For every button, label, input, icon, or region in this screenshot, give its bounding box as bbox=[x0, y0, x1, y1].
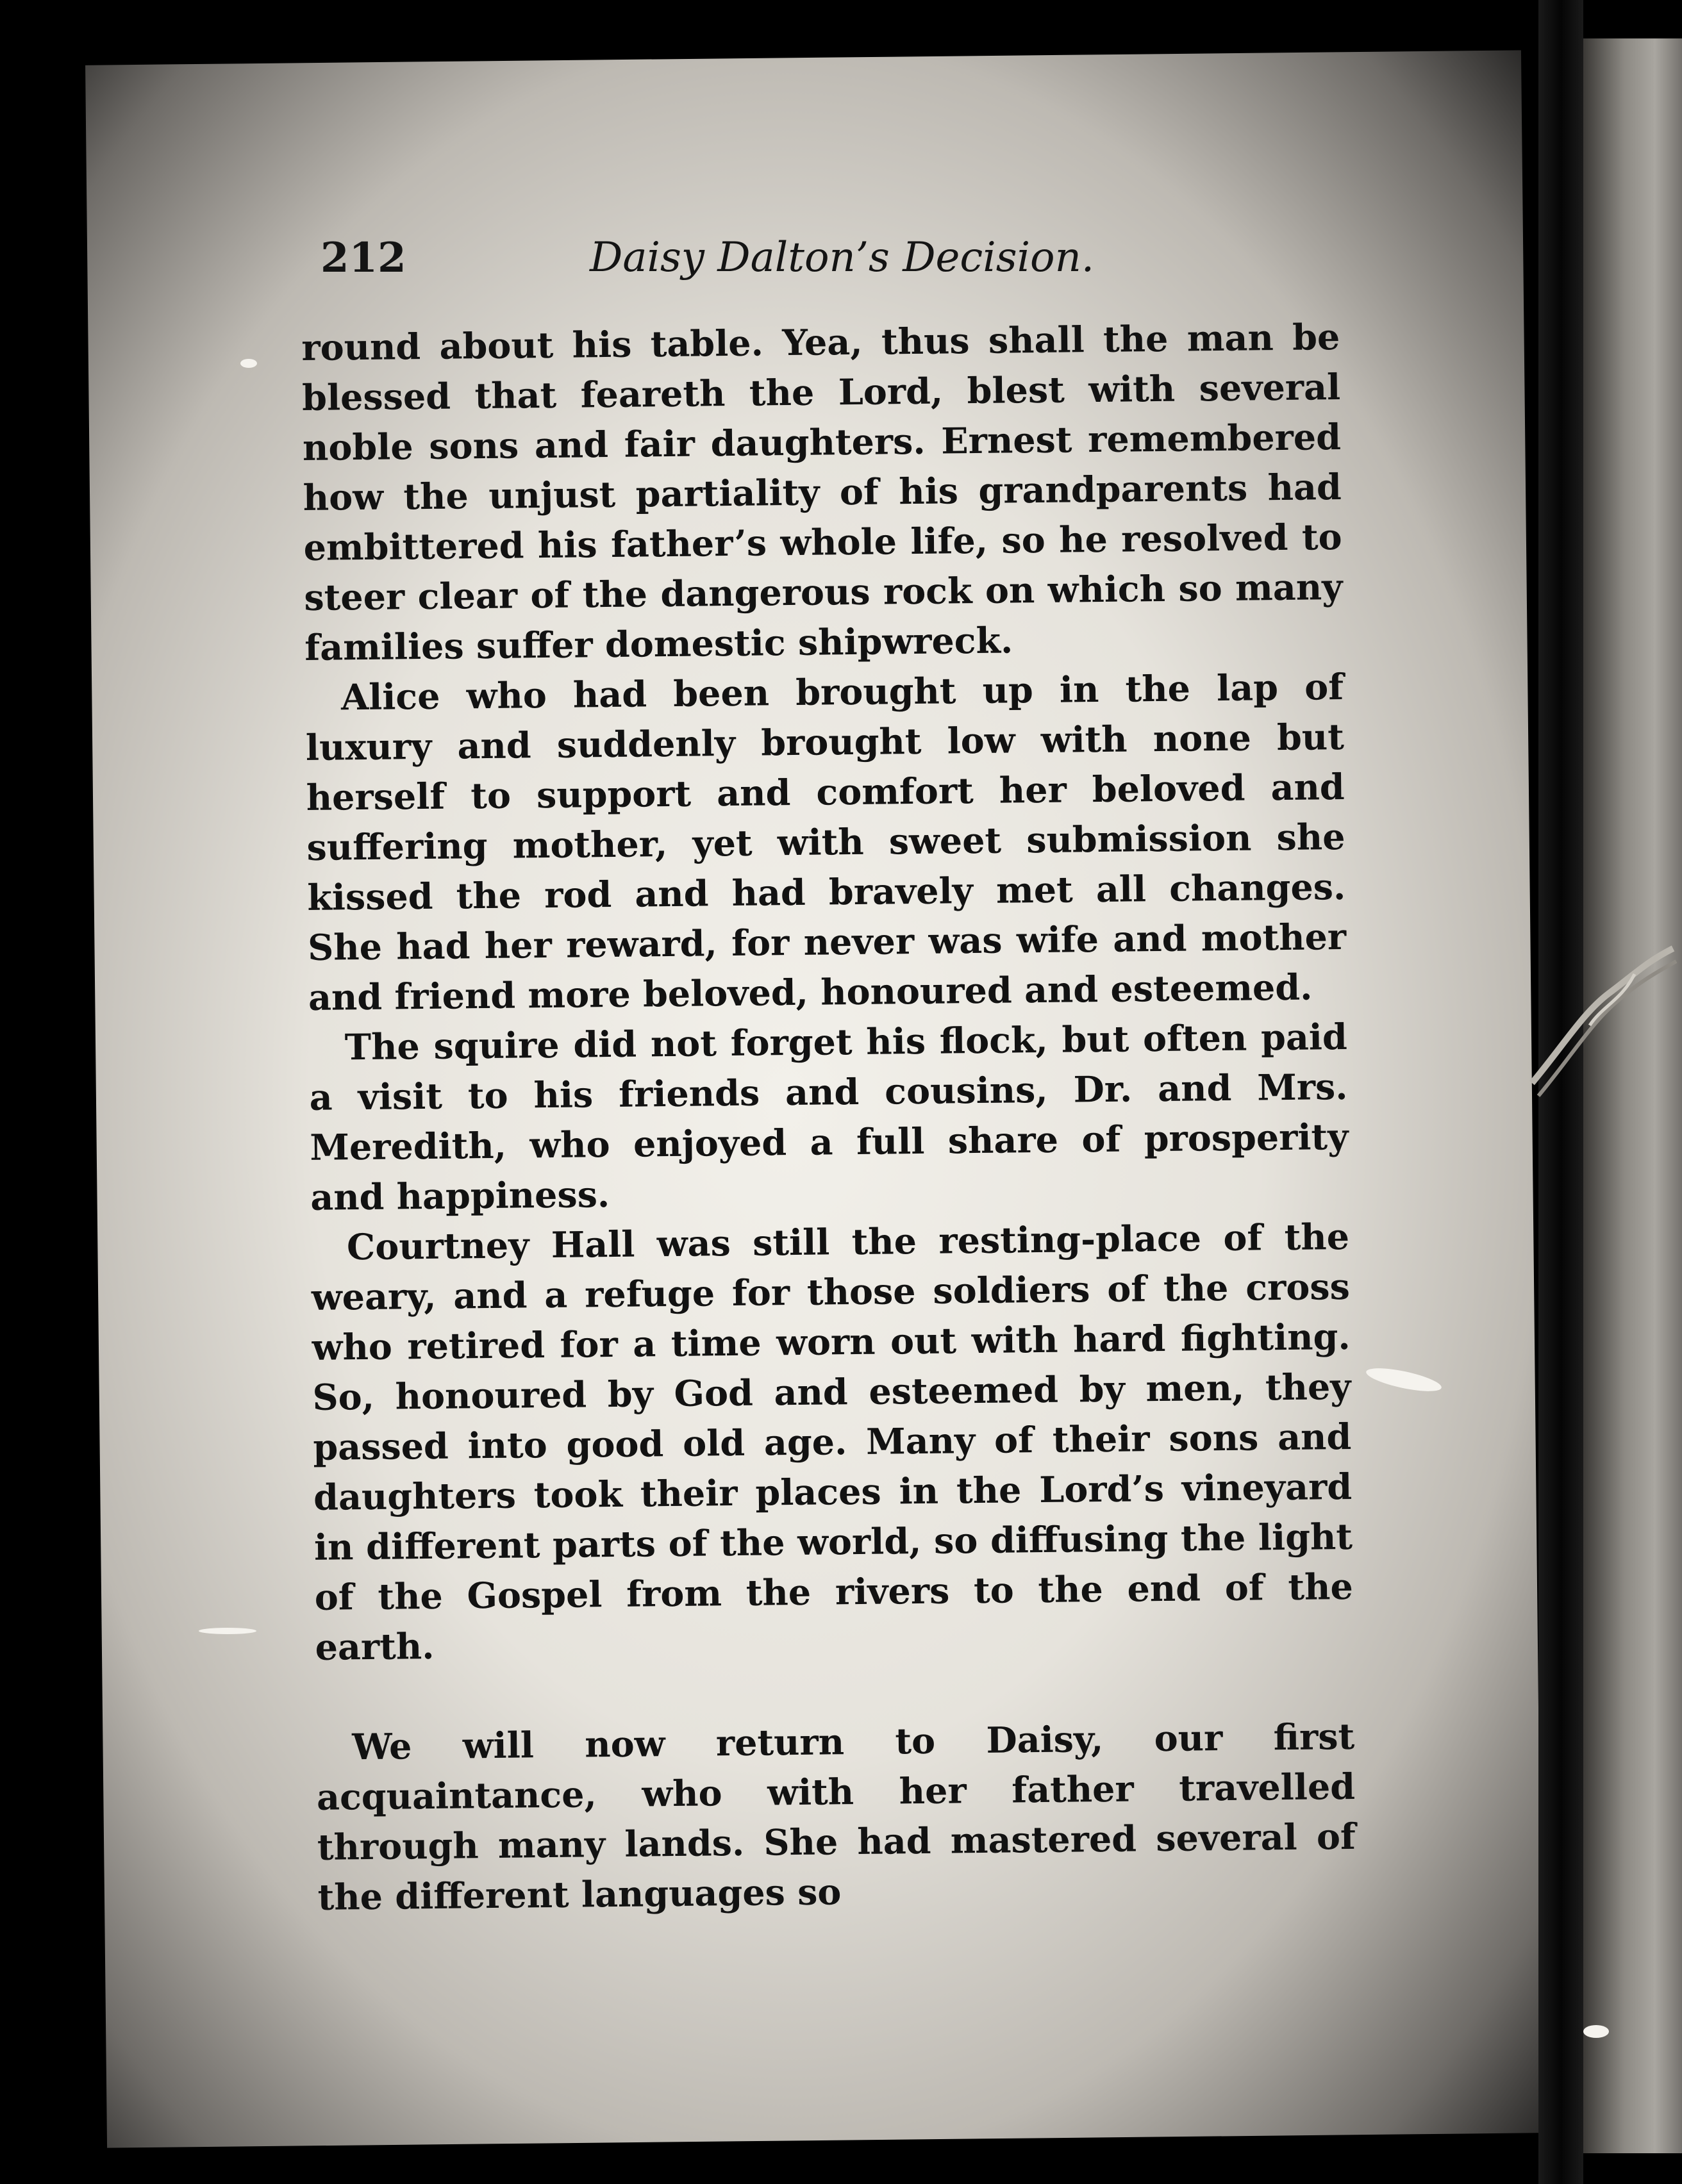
binding-thread-icon bbox=[1526, 936, 1679, 1102]
paragraph: The squire did not forget his flock, but often paid a visit to his friends and cousins, Dr. and Mrs. Meredith, who enjoyed a full share of prosperity and happiness. bbox=[309, 1016, 1349, 1219]
paragraph: round about his table. Yea, thus shall the man be blessed that feareth the Lord, blest with several noble sons and fair daughters. Ernest remembered how the unjust partiality of his grandparents had embittered his father’s whole life, so he resolved to steer clear of the dangerous rock on which so many families suffer domestic shipwreck. bbox=[301, 317, 1343, 669]
paragraph: Courtney Hall was still the resting-place of the weary, and a refuge for those soldiers of the cross who retired for a time worn out with hard fighting. So, honoured by God and esteemed by men, they passed into good old age. Many of their sons and daughters took their places in the Lord’s vineyard in different parts of the world, so diffusing the light of the Gospel from the rivers to the end of the earth. bbox=[311, 1216, 1354, 1669]
scan-speck bbox=[240, 359, 257, 368]
paragraph: We will now return to Daisy, our first acquaintance, who with her father travelled through many lands. She had mastered several of the different languages so bbox=[316, 1716, 1356, 1919]
scan-speck bbox=[199, 1628, 256, 1634]
page-number: 212 bbox=[321, 234, 406, 282]
body-text bbox=[301, 313, 1356, 1923]
scan-speck bbox=[1583, 2025, 1609, 2038]
paragraph: Alice who had been brought up in the lap of luxury and suddenly brought low with none but herself to support and comfort her beloved and suffering mother, yet with sweet submission she kissed the rod and had bravely met all changes. She had her reward, for never was wife and mother and friend more beloved, honoured and esteemed. bbox=[305, 666, 1347, 1019]
running-head bbox=[321, 228, 1410, 317]
running-title: Daisy Dalton’s Decision. bbox=[590, 234, 1095, 281]
